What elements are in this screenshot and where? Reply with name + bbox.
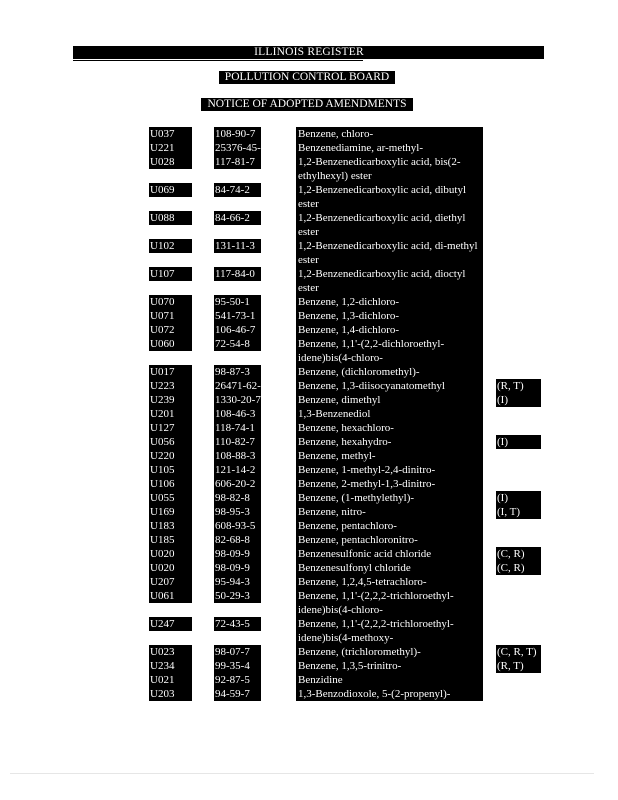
hazard-code: (R, T) (496, 659, 541, 673)
table-row (0, 463, 618, 477)
table-row (0, 407, 618, 421)
board-name: POLLUTION CONTROL BOARD (219, 71, 395, 84)
table-row (0, 673, 618, 687)
waste-code: U023 (149, 645, 192, 659)
substance-name: Benzidine (296, 673, 483, 687)
table-row (0, 491, 618, 505)
substance-name: 1,2-Benzenedicarboxylic acid, dibutyl ester (296, 183, 483, 211)
cas-number: 98-95-3 (214, 505, 261, 519)
waste-code: U203 (149, 687, 192, 701)
waste-code: U061 (149, 589, 192, 603)
waste-code: U201 (149, 407, 192, 421)
hazard-code: (C, R) (496, 547, 541, 561)
hazard-code: (I) (496, 393, 541, 407)
cas-number: 84-66-2 (214, 211, 261, 225)
waste-code: U207 (149, 575, 192, 589)
table-row (0, 295, 618, 309)
substance-name: Benzenesulfonyl chloride (296, 561, 483, 575)
substance-name: Benzene, 1,4-dichloro- (296, 323, 483, 337)
substance-name: Benzene, dimethyl (296, 393, 483, 407)
substance-name: Benzenesulfonic acid chloride (296, 547, 483, 561)
cas-number: 110-82-7 (214, 435, 261, 449)
substance-name: 1,2-Benzenedicarboxylic acid, diethyl ester (296, 211, 483, 239)
table-row (0, 589, 618, 617)
substance-name: Benzene, hexachloro- (296, 421, 483, 435)
cas-number: 108-88-3 (214, 449, 261, 463)
table-row (0, 267, 618, 295)
cas-number: 95-50-1 (214, 295, 261, 309)
cas-number: 72-43-5 (214, 617, 261, 631)
waste-code: U106 (149, 477, 192, 491)
substance-name: Benzene, 1,3-diisocyanatomethyl (296, 379, 483, 393)
waste-code: U220 (149, 449, 192, 463)
table-row (0, 449, 618, 463)
header-underline (73, 60, 363, 61)
cas-number: 106-46-7 (214, 323, 261, 337)
cas-number: 608-93-5 (214, 519, 261, 533)
hazard-code: (I, T) (496, 505, 541, 519)
cas-number: 98-07-7 (214, 645, 261, 659)
substance-name: Benzene, hexahydro- (296, 435, 483, 449)
waste-code: U102 (149, 239, 192, 253)
cas-number: 25376-45-8 (215, 142, 267, 154)
waste-code: U070 (149, 295, 192, 309)
table-row (0, 421, 618, 435)
substance-name: 1,3-Benzodioxole, 5-(2-propenyl)- (296, 687, 483, 701)
table-row (0, 183, 618, 211)
cas-number: 1330-20-7 (215, 394, 261, 406)
table-row (0, 239, 618, 267)
substance-name: Benzene, pentachloro- (296, 519, 483, 533)
cas-number: 98-09-9 (214, 547, 261, 561)
substance-name: Benzene, 1,1'-(2,2,2-trichloroethyl-idene)bis(4-methoxy- (296, 617, 483, 645)
cas-number: 108-46-3 (214, 407, 261, 421)
table-row (0, 477, 618, 491)
table-row (0, 323, 618, 337)
table-row (0, 547, 618, 561)
waste-code: U247 (149, 617, 192, 631)
waste-code: U169 (149, 505, 192, 519)
table-row (0, 687, 618, 701)
table-row (0, 155, 618, 183)
cas-number: 72-54-8 (214, 337, 261, 351)
table-row (0, 659, 618, 673)
cas-number: 118-74-1 (214, 421, 261, 435)
substance-name: Benzene, (1-methylethyl)- (296, 491, 483, 505)
substance-name: Benzene, nitro- (296, 505, 483, 519)
waste-code: U071 (149, 309, 192, 323)
waste-code: U105 (149, 463, 192, 477)
waste-code: U055 (149, 491, 192, 505)
waste-code: U017 (149, 365, 192, 379)
waste-code: U223 (149, 379, 192, 393)
substance-name: Benzenediamine, ar-methyl- (296, 141, 483, 155)
cas-number: 98-09-9 (214, 561, 261, 575)
waste-code: U185 (149, 533, 192, 547)
waste-code: U020 (149, 561, 192, 575)
substance-name: Benzene, 1,1'-(2,2,2-trichloroethyl-idene)bis(4-chloro- (296, 589, 483, 617)
waste-code: U069 (149, 183, 192, 197)
waste-code: U021 (149, 673, 192, 687)
waste-code: U028 (149, 155, 192, 169)
substance-name: 1,2-Benzenedicarboxylic acid, bis(2-ethylhexyl) ester (296, 155, 483, 183)
cas-number: 94-59-7 (214, 687, 261, 701)
cas-number: 84-74-2 (214, 183, 261, 197)
table-row (0, 393, 618, 407)
table-row (0, 435, 618, 449)
cas-number: 131-11-3 (214, 239, 261, 253)
waste-code: U239 (149, 393, 192, 407)
cas-number: 50-29-3 (214, 589, 261, 603)
waste-code: U183 (149, 519, 192, 533)
table-row (0, 127, 618, 141)
hazard-code: (C, R) (496, 561, 541, 575)
substance-name: 1,2-Benzenedicarboxylic acid, di-methyl ester (296, 239, 483, 267)
table-row (0, 211, 618, 239)
substance-name: Benzene, methyl- (296, 449, 483, 463)
substance-name: Benzene, 2-methyl-1,3-dinitro- (296, 477, 483, 491)
substance-name: Benzene, 1-methyl-2,4-dinitro- (296, 463, 483, 477)
cas-number: 26471-62-5 (215, 380, 267, 392)
substance-name: Benzene, 1,2-dichloro- (296, 295, 483, 309)
waste-code: U072 (149, 323, 192, 337)
register-title: ILLINOIS REGISTER (254, 46, 364, 58)
cas-number: 606-20-2 (214, 477, 261, 491)
table-row (0, 505, 618, 519)
waste-code: U088 (149, 211, 192, 225)
substance-name: Benzene, 1,3,5-trinitro- (296, 659, 483, 673)
waste-code-table (0, 127, 618, 701)
footer-divider (10, 773, 594, 774)
table-row (0, 365, 618, 379)
cas-number: 92-87-5 (214, 673, 261, 687)
table-row (0, 309, 618, 323)
substance-name: Benzene, (dichloromethyl)- (296, 365, 483, 379)
cas-number: 95-94-3 (214, 575, 261, 589)
substance-name: Benzene, 1,2,4,5-tetrachloro- (296, 575, 483, 589)
substance-name: Benzene, 1,1'-(2,2-dichloroethyl-idene)bis(4-chloro- (296, 337, 483, 365)
substance-name: 1,3-Benzenediol (296, 407, 483, 421)
table-row (0, 575, 618, 589)
table-row (0, 519, 618, 533)
hazard-code: (R, T) (496, 379, 541, 393)
waste-code: U056 (149, 435, 192, 449)
table-row (0, 561, 618, 575)
table-row (0, 533, 618, 547)
cas-number: 108-90-7 (214, 127, 261, 141)
waste-code: U234 (149, 659, 192, 673)
substance-name: Benzene, pentachloronitro- (296, 533, 483, 547)
cas-number: 117-81-7 (214, 155, 261, 169)
table-row (0, 645, 618, 659)
cas-number: 82-68-8 (214, 533, 261, 547)
cas-number: 121-14-2 (214, 463, 261, 477)
cas-number: 98-87-3 (214, 365, 261, 379)
waste-code: U020 (149, 547, 192, 561)
table-row (0, 617, 618, 645)
hazard-code: (C, R, T) (496, 645, 541, 659)
waste-code: U127 (149, 421, 192, 435)
substance-name: Benzene, chloro- (296, 127, 483, 141)
notice-title: NOTICE OF ADOPTED AMENDMENTS (201, 98, 413, 111)
hazard-code: (I) (496, 491, 541, 505)
cas-number: 541-73-1 (214, 309, 261, 323)
substance-name: 1,2-Benzenedicarboxylic acid, dioctyl ester (296, 267, 483, 295)
waste-code: U060 (149, 337, 192, 351)
substance-name: Benzene, (trichloromethyl)- (296, 645, 483, 659)
waste-code: U037 (149, 127, 192, 141)
table-row (0, 379, 618, 393)
waste-code: U221 (149, 141, 192, 155)
table-row (0, 141, 618, 155)
substance-name: Benzene, 1,3-dichloro- (296, 309, 483, 323)
cas-number: 98-82-8 (214, 491, 261, 505)
cas-number: 117-84-0 (214, 267, 261, 281)
table-row (0, 337, 618, 365)
hazard-code: (I) (496, 435, 541, 449)
cas-number: 99-35-4 (214, 659, 261, 673)
waste-code: U107 (149, 267, 192, 281)
